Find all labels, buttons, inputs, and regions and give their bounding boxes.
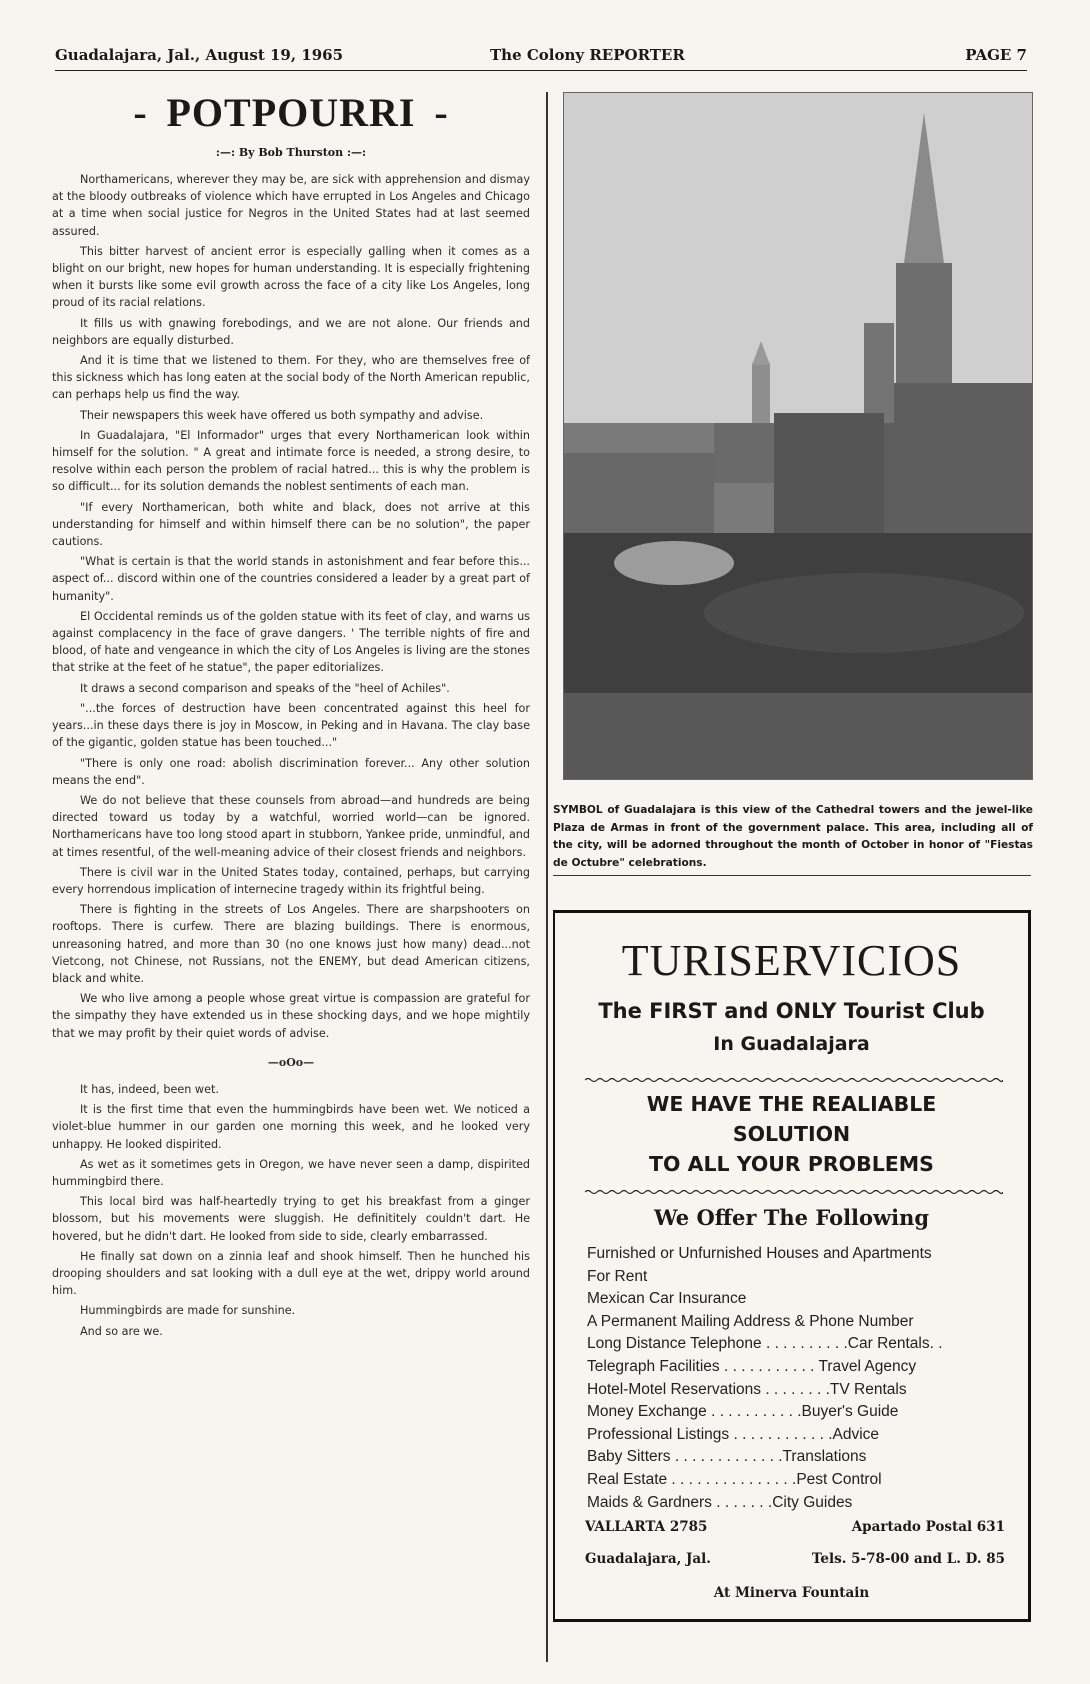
promise-line: SOLUTION xyxy=(732,1122,851,1146)
article-paragraph: "...the forces of destruction have been concentrated against this heel for years...in these days there is joy in Moscow, in Peking and in Havana. The clay base of the gigantic, golden statue has been touched..." xyxy=(52,701,530,750)
article-paragraph: This bitter harvest of ancient error is especially galling when it comes as a blight on our bright, new hopes for human understanding. It is especially frightening when it bursts like some evil growth across the face of a city like Los Angeles, long proud of its racial relations. xyxy=(52,244,530,310)
cathedral-illustration xyxy=(564,93,1032,779)
article-paragraph: And so are we. xyxy=(80,1324,163,1338)
article-paragraph: In Guadalajara, "El Informador" urges that every Northamerican look within himself for the solution. " A great and intimate force is needed, a strong desire, to resolve within each person the problem of racial hatred... this is why the problem is so difficult... for its solution demands the noblest sentiments of each man. xyxy=(52,428,530,494)
newspaper-name: The Colony REPORTER xyxy=(490,46,685,64)
headline-dash-right: - xyxy=(434,90,449,135)
service-item: Professional Listings . . . . . . . . . . . .Advice xyxy=(587,1425,880,1443)
headline-dash-left: - xyxy=(133,90,148,135)
ad-location: At Minerva Fountain xyxy=(713,1585,870,1601)
service-item: Real Estate . . . . . . . . . . . . . . .Pest Control xyxy=(587,1470,882,1488)
article-paragraph: There is civil war in the United States today, contained, perhaps, but carrying every horrendous implication of internecine tragedy within its frightful being. xyxy=(52,865,530,896)
article-paragraph: "What is certain is that the world stands in astonishment and fear before this... aspect of... discord within one of the countries considered a leader by a great part of humanity". xyxy=(52,555,530,603)
services-list xyxy=(587,1243,1007,1514)
article-paragraph: It is the first time that even the hummingbirds have been wet. We noticed a violet-blue hummer in our garden one morning this week, and he looked very unhappy. He looked dispirited. xyxy=(52,1103,530,1151)
headline-text: POTPOURRI xyxy=(166,90,416,135)
article-paragraph: This local bird was half-heartedly trying to get his breakfast from a ginger blossom, but his movements were sluggish. He definititely couldn't dart. He hovered, but he didn't dart. He looked from side to side, clearly embarrassed. xyxy=(52,1195,530,1243)
masthead xyxy=(55,46,1027,71)
service-item: Mexican Car Insurance xyxy=(587,1290,747,1308)
article-paragraph: Their newspapers this week have offered us both sympathy and advise. xyxy=(80,408,484,422)
article-paragraph: Hummingbirds are made for sunshine. xyxy=(80,1304,296,1318)
service-item: A Permanent Mailing Address & Phone Number xyxy=(587,1312,914,1330)
article-body xyxy=(52,171,530,1340)
service-item: Money Exchange . . . . . . . . . . .Buyer's Guide xyxy=(587,1403,899,1421)
turiservicios-ad xyxy=(553,910,1031,1622)
service-item: Maids & Gardners . . . . . . .City Guides xyxy=(587,1493,853,1511)
article-paragraph: We who live among a people whose great virtue is compassion are grateful for the simpathy they have extended us in these shocking days, and we hope mightily that we may profit by their quiet words of advise. xyxy=(52,992,530,1040)
ad-promise xyxy=(555,1089,1028,1179)
street-address: VALLARTA 2785 xyxy=(585,1519,708,1535)
article-paragraph: There is fighting in the streets of Los Angeles. There are sharpshooters on rooftops. There is curfew. There are blazing buildings. There is enormous, unreasoning hatred, and more than 30 (no one knows just how many) dead...not Vietcong, not Chinese, not Russians, not the ENEMY, but dead American citizens, black and white. xyxy=(52,903,530,985)
ad-subtitle: The FIRST and ONLY Tourist Club xyxy=(598,999,985,1023)
article-paragraph: It fills us with gnawing forebodings, and we are not alone. Our friends and neighbors are equally disturbed. xyxy=(52,316,530,347)
potpourri-column xyxy=(52,88,530,1343)
article-paragraph: As wet as it sometimes gets in Oregon, we have never seen a damp, dispirited hummingbird there. xyxy=(52,1157,530,1188)
wavy-divider xyxy=(585,1077,1003,1083)
promise-line: TO ALL YOUR PROBLEMS xyxy=(649,1152,934,1176)
article-paragraph: El Occidental reminds us of the golden statue with its feet of clay, and warns us against complacency in the face of grave dangers. ' The terrible nights of fire and blood, of hate and vengeance in which the city of Los Angeles is living are the stones that strike at the feet of he statue", the paper editorializes. xyxy=(52,609,530,675)
page-number: PAGE 7 xyxy=(965,46,1027,64)
ad-offer-heading: We Offer The Following xyxy=(653,1205,930,1230)
ad-subtitle-city: In Guadalajara xyxy=(713,1033,870,1055)
cathedral-photo xyxy=(563,92,1033,780)
postal-box: Apartado Postal 631 xyxy=(851,1519,1005,1535)
service-item: Long Distance Telephone . . . . . . . . . .Car Rentals. . xyxy=(587,1335,943,1353)
article-paragraph: Northamericans, wherever they may be, are sick with apprehension and dismay at the bloody outbreaks of violence which have errupted in Los Angeles and Chicago at a time when social justice for Negros in the United States had at last seemed assured. xyxy=(52,173,530,238)
photo-caption: SYMBOL of Guadalajara is this view of the Cathedral towers and the jewel-like Plaza de Armas in front of the government palace. This area, including all of the city, will be adorned throughout the month of October in honor of "Fiestas de Octubre" celebrations. xyxy=(553,804,1033,869)
byline: :—: By Bob Thurston :—: xyxy=(215,146,367,159)
article-paragraph: "If every Northamerican, both white and black, does not arrive at this understanding for himself and within himself there can be no solution", the paper cautions. xyxy=(52,500,530,549)
promise-line: WE HAVE THE REALIABLE xyxy=(646,1092,937,1116)
article-paragraph: We do not believe that these counsels from abroad—and hundreds are being directed toward us today by a watchful, worried world—can be ignored. Northamericans have too long stood apart in stubborn, Yankee pride, unmindful, and at times resentful, of the well-meaning advice of their closest friends and neighbors. xyxy=(52,793,530,859)
caption-rule xyxy=(553,875,1031,876)
service-item: Hotel-Motel Reservations . . . . . . . .TV Rentals xyxy=(587,1380,907,1398)
service-item: Telegraph Facilities . . . . . . . . . . . Travel Agency xyxy=(587,1357,917,1375)
article-paragraph: He finally sat down on a zinnia leaf and shook himself. Then he hunched his drooping shoulders and sat looking with a dull eye at the wet, drippy world around him. xyxy=(52,1249,530,1298)
phone-numbers: Tels. 5-78-00 and L. D. 85 xyxy=(811,1551,1005,1567)
article-paragraph: "There is only one road: abolish discrimination forever... Any other solution means the end". xyxy=(52,756,530,787)
article-paragraph: It draws a second comparison and speaks of the "heel of Achiles". xyxy=(80,681,450,695)
column-divider xyxy=(546,92,548,1662)
service-item: Baby Sitters . . . . . . . . . . . . .Translations xyxy=(587,1448,867,1466)
article-paragraph: And it is time that we listened to them. For they, who are themselves free of this sickness which has long eaten at the social body of the North American republic, can perhaps help us find the way. xyxy=(52,354,530,402)
section-separator: —oOo— xyxy=(267,1055,315,1069)
issue-date: Guadalajara, Jal., August 19, 1965 xyxy=(55,46,344,64)
service-item: Furnished or Unfurnished Houses and Apartments xyxy=(587,1245,932,1262)
headline xyxy=(52,88,530,138)
service-item: For Rent xyxy=(587,1267,648,1285)
article-paragraph: It has, indeed, been wet. xyxy=(80,1082,219,1096)
city: Guadalajara, Jal. xyxy=(585,1551,712,1567)
wavy-divider xyxy=(585,1189,1003,1195)
ad-title: TURISERVICIOS xyxy=(621,936,962,985)
